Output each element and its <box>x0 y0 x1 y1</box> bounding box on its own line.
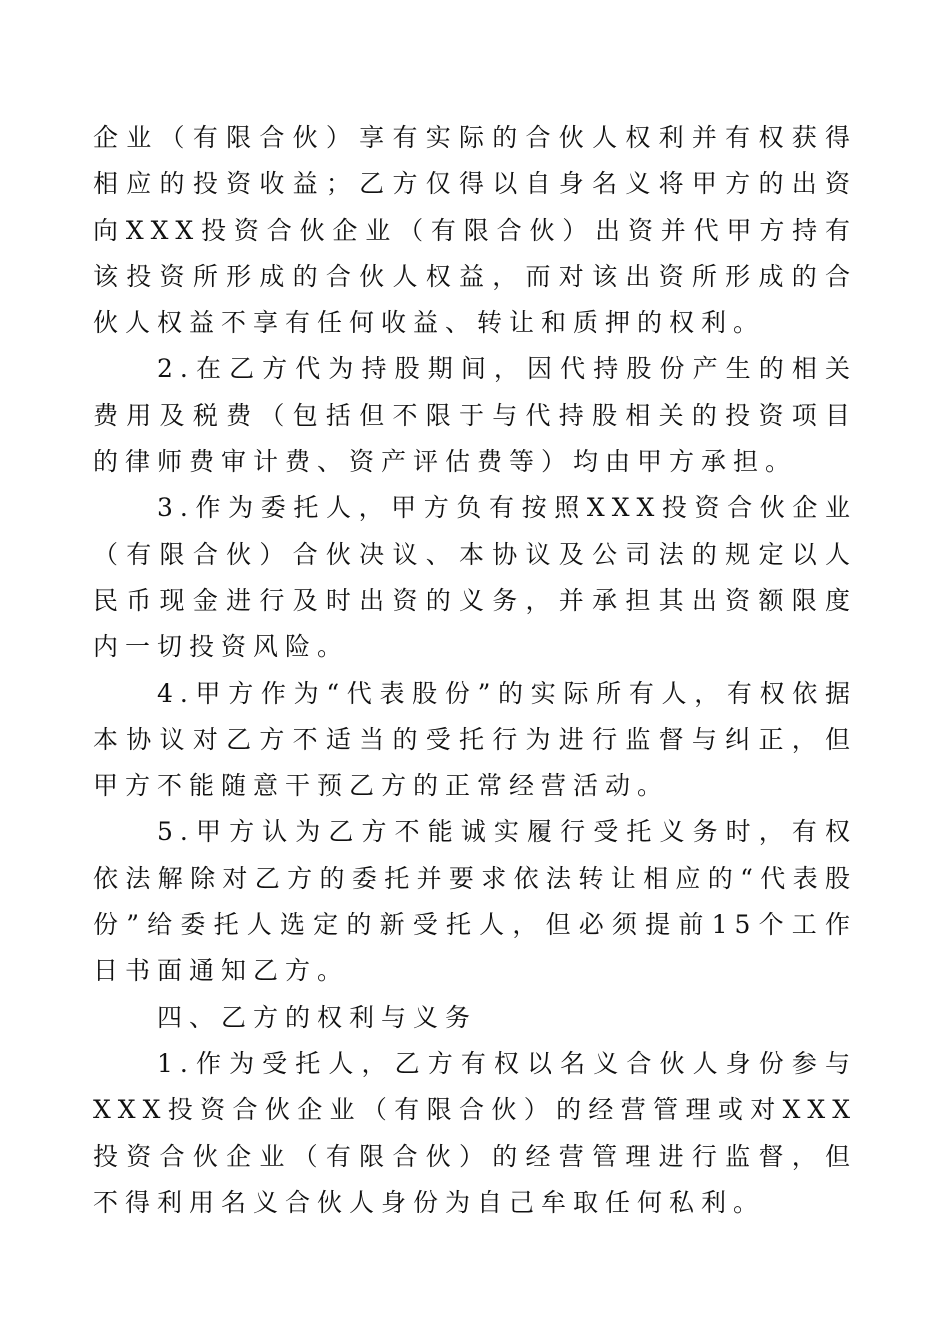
paragraph-clause-3-2: 2.在乙方代为持股期间，因代持股份产生的相关费用及税费（包括但不限于与代持股相关的投资项目的律师费审计费、资产评估费等）均由甲方承担。 <box>93 354 857 477</box>
section-heading-4: 四、乙方的权利与义务 <box>157 1002 478 1032</box>
paragraph-clause-4-1: 1.作为受托人，乙方有权以名义合伙人身份参与XXX投资合伙企业（有限合伙）的经营管理或对XXX投资合伙企业（有限合伙）的经营管理进行监督，但不得利用名义合伙人身份为自己牟取任何私利。 <box>93 1048 857 1217</box>
document-body <box>93 115 857 1226</box>
paragraph-clause-3-5: 5.甲方认为乙方不能诚实履行受托义务时，有权依法解除对乙方的委托并要求依法转让相应的“代表股份”给委托人选定的新受托人，但必须提前15个工作日书面通知乙方。 <box>93 817 857 986</box>
paragraph-clause-3-3: 3.作为委托人，甲方负有按照XXX投资合伙企业（有限合伙）合伙决议、本协议及公司法的规定以人民币现金进行及时出资的义务，并承担其出资额限度内一切投资风险。 <box>93 493 857 662</box>
paragraph-continuation: 企业（有限合伙）享有实际的合伙人权利并有权获得相应的投资收益；乙方仅得以自身名义将甲方的出资向XXX投资合伙企业（有限合伙）出资并代甲方持有该投资所形成的合伙人权益，而对该出资所形成的合伙人权益不享有任何收益、转让和质押的权利。 <box>93 123 857 338</box>
paragraph-clause-3-4: 4.甲方作为“代表股份”的实际所有人，有权依据本协议对乙方不适当的受托行为进行监督与纠正，但甲方不能随意干预乙方的正常经营活动。 <box>93 678 857 801</box>
